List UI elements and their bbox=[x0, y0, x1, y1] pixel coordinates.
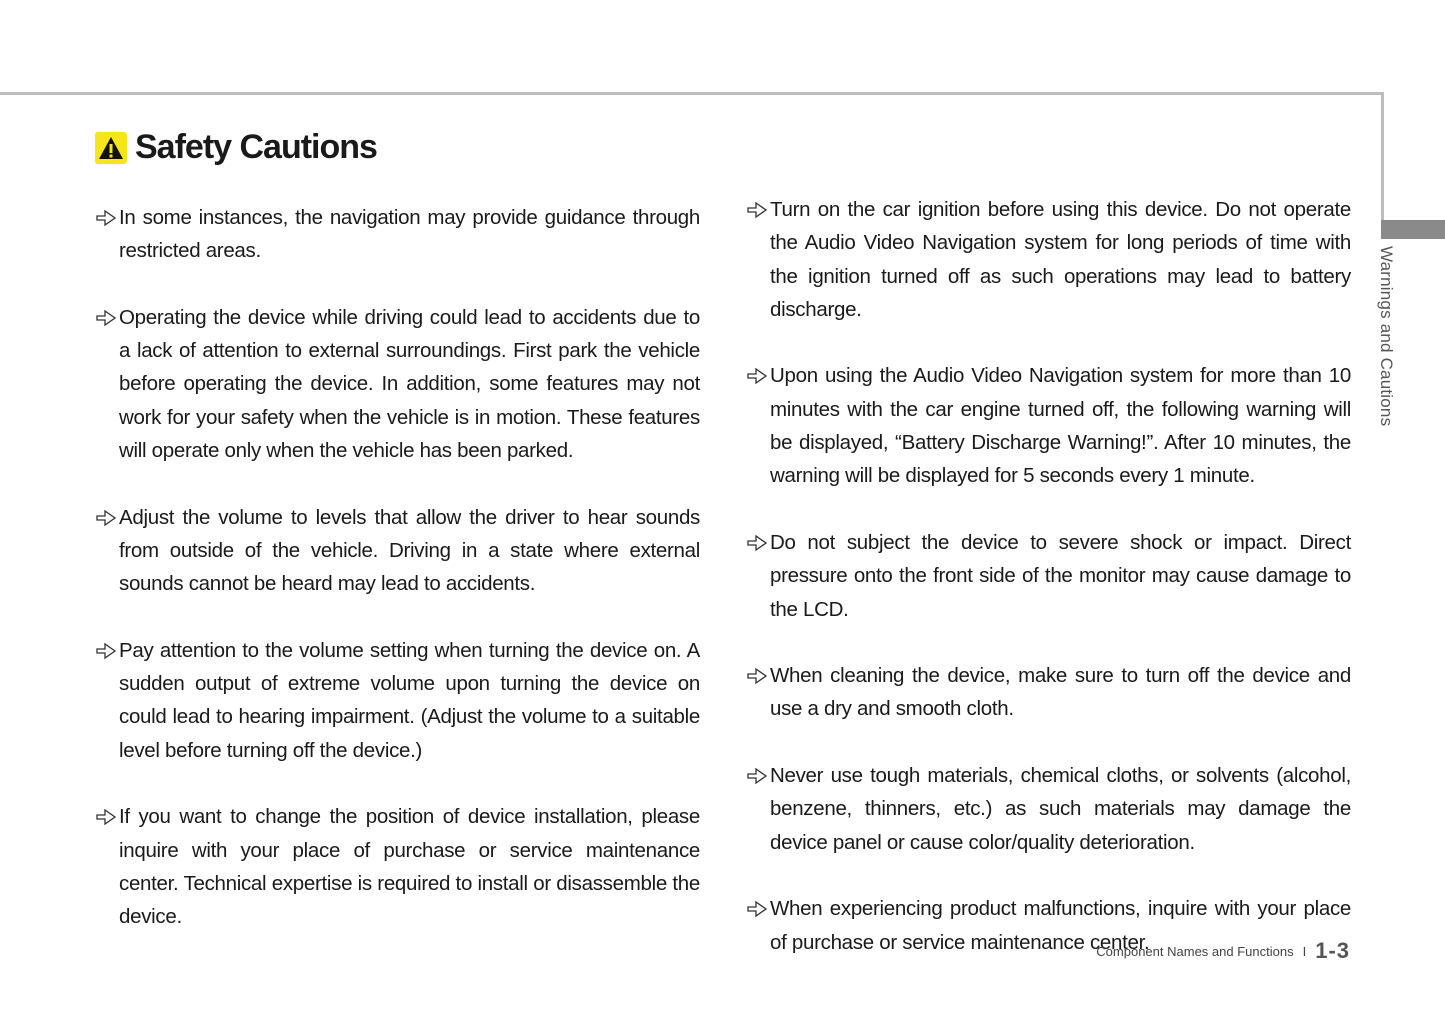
caution-item bbox=[746, 193, 1351, 326]
arrow-bullet-icon bbox=[95, 309, 117, 327]
warning-icon bbox=[95, 132, 127, 164]
left-column bbox=[95, 201, 700, 967]
arrow-bullet-icon bbox=[746, 201, 768, 219]
page-footer bbox=[1096, 938, 1350, 964]
arrow-bullet-icon bbox=[746, 767, 768, 785]
caution-item bbox=[95, 301, 700, 467]
caution-text: In some instances, the navigation may provide guidance through restricted areas. bbox=[119, 206, 700, 263]
arrow-bullet-icon bbox=[95, 509, 117, 527]
page-title bbox=[95, 128, 377, 167]
caution-item bbox=[746, 659, 1351, 726]
caution-text: Adjust the volume to levels that allow the driver to hear sounds from outside of the vehicle. Driving in a state where external sounds cannot be heard may lead to accidents. bbox=[119, 505, 700, 596]
arrow-bullet-icon bbox=[746, 534, 768, 552]
caution-item bbox=[746, 759, 1351, 859]
footer-separator: I bbox=[1302, 943, 1307, 959]
caution-item bbox=[95, 501, 700, 601]
title-text: Safety Cautions bbox=[135, 128, 377, 166]
page-number: 1-3 bbox=[1315, 938, 1350, 963]
caution-text: Upon using the Audio Video Navigation system for more than 10 minutes with the car engine turned off, the following warning will be displayed, “Battery Discharge Warning!”. After 10 minutes, the warning will be displayed for 5 seconds every 1 minute. bbox=[770, 364, 1351, 488]
caution-text: Pay attention to the volume setting when turning the device on. A sudden output of extreme volume upon turning the device on could lead to hearing impairment. (Adjust the volume to a suitable level before turning off the device.) bbox=[119, 638, 700, 762]
top-rule bbox=[0, 92, 1384, 95]
caution-text: Turn on the car ignition before using this device. Do not operate the Audio Video Navigation system for long periods of time with the ignition turned off as such operations may lead to battery discharge. bbox=[770, 198, 1351, 321]
arrow-bullet-icon bbox=[95, 642, 117, 660]
caution-text: If you want to change the position of device installation, please inquire with your place of purchase or service maintenance center. Technical expertise is required to install or disassemble the device. bbox=[119, 805, 700, 929]
caution-item bbox=[95, 201, 700, 268]
arrow-bullet-icon bbox=[95, 209, 117, 227]
caution-item bbox=[746, 359, 1351, 492]
caution-item bbox=[746, 526, 1351, 626]
caution-item bbox=[95, 634, 700, 767]
caution-text: Do not subject the device to severe shock or impact. Direct pressure onto the front side of the monitor may cause damage to the LCD. bbox=[770, 530, 1351, 621]
footer-section-name: Component Names and Functions bbox=[1096, 943, 1294, 959]
section-tab-label: Warnings and Cautions bbox=[1377, 246, 1396, 427]
caution-text: When experiencing product malfunctions, inquire with your place of purchase or service maintenance center. bbox=[770, 897, 1351, 954]
arrow-bullet-icon bbox=[746, 667, 768, 685]
arrow-bullet-icon bbox=[95, 808, 117, 826]
right-rule bbox=[1381, 92, 1384, 220]
caution-text: Never use tough materials, chemical cloths, or solvents (alcohol, benzene, thinners, etc.) as such materials may damage the device panel or cause color/quality deterioration. bbox=[770, 764, 1351, 854]
right-column bbox=[746, 193, 1351, 992]
caution-text: Operating the device while driving could lead to accidents due to a lack of attention to external surroundings. First park the vehicle before operating the device. In addition, some features may not work for your safety when the vehicle is in motion. These features will operate only when the vehicle has been parked. bbox=[119, 305, 700, 463]
arrow-bullet-icon bbox=[746, 900, 768, 918]
caution-item bbox=[95, 800, 700, 933]
arrow-bullet-icon bbox=[746, 367, 768, 385]
caution-text: When cleaning the device, make sure to turn off the device and use a dry and smooth cloth. bbox=[770, 664, 1351, 721]
section-tab-marker bbox=[1381, 220, 1445, 239]
